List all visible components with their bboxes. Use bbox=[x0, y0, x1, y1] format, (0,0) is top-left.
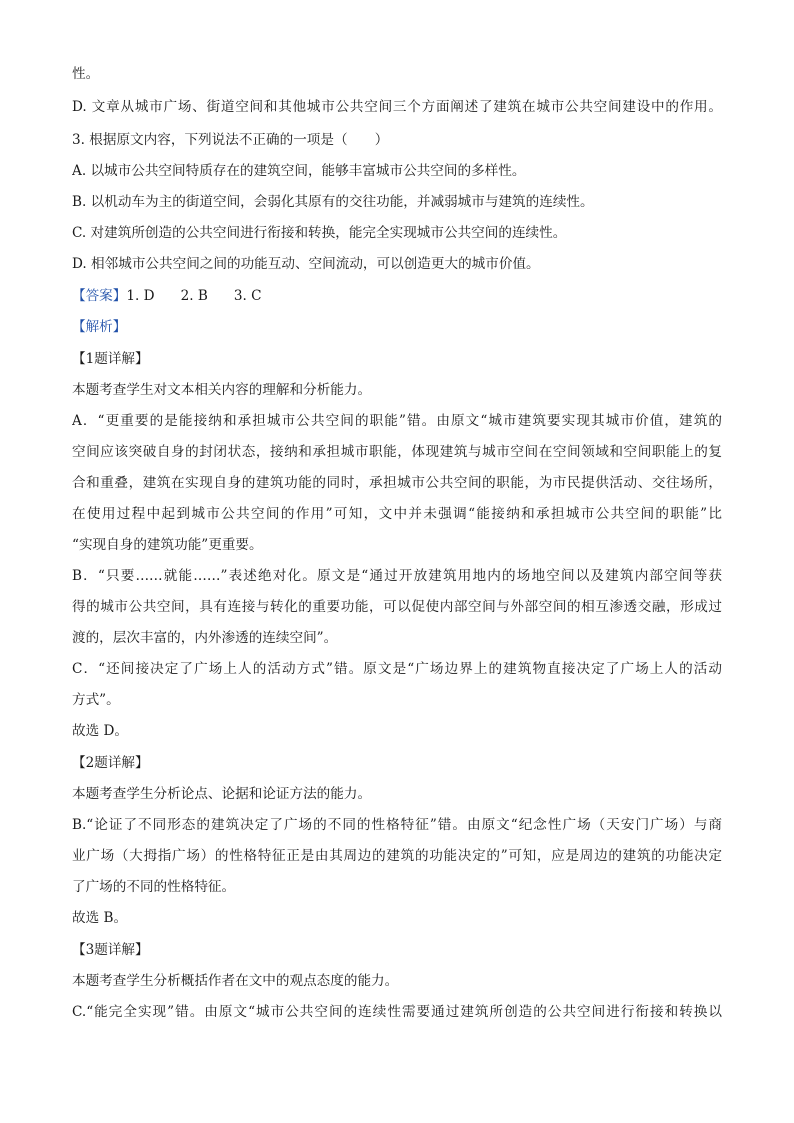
option-b-q3: B. 以机动车为主的街道空间，会弱化其原有的交往功能，并减弱城市与建筑的连续性。 bbox=[72, 194, 594, 210]
q1-line: 本题考查学生对文本相关内容的理解和分析能力。 bbox=[72, 382, 372, 398]
option-d-q2: D. 文章从城市广场、街道空间和其他城市公共空间三个方面阐述了建筑在城市公共空间建设中的作用。 bbox=[72, 99, 722, 115]
option-c-q3: C. 对建筑所创造的公共空间进行衔接和转换，能完全实现城市公共空间的连续性。 bbox=[72, 225, 567, 241]
q1-line: 在使用过程中起到城市公共空间的作用”可知，文中并未强调“能接纳和承担城市公共空间的职能”比 bbox=[72, 506, 722, 522]
q2-line: 了广场的不同的性格特征。 bbox=[72, 879, 236, 895]
q1-line: C．“还间接决定了广场上人的活动方式”错。原文是“广场边界上的建筑物直接决定了广场上人的活动 bbox=[72, 661, 722, 677]
text-line: 性。 bbox=[72, 66, 100, 82]
q3-line: 本题考查学生分析概括作者在文中的观点态度的能力。 bbox=[72, 973, 399, 989]
option-d-q3: D. 相邻城市公共空间之间的功能互动、空间流动，可以创造更大的城市价值。 bbox=[72, 256, 540, 272]
q1-line: “实现自身的建筑功能”更重要。 bbox=[72, 537, 263, 553]
q1-line: 合和重叠，建筑在实现自身的建筑功能的同时，承担城市公共空间的职能，为市民提供活动、交往场所， bbox=[72, 475, 722, 491]
q1-line: 渡的，层次丰富的，内外渗透的连续空间”。 bbox=[72, 630, 338, 646]
answer-label: 【答案】 bbox=[72, 288, 127, 304]
q1-line: 方式”。 bbox=[72, 692, 120, 708]
q2-line: 业广场（大拇指广场）的性格特征正是由其周边的建筑的功能决定的”可知，应是周边的建筑的功能决定 bbox=[72, 848, 722, 864]
q2-conclusion: 故选 B。 bbox=[72, 910, 128, 926]
question-3-stem: 3. 根据原文内容，下列说法不正确的一项是（ ） bbox=[72, 132, 389, 148]
q1-line: 得的城市公共空间，具有连接与转化的重要功能，可以促使内部空间与外部空间的相互渗透交融，形成过 bbox=[72, 599, 722, 615]
q3-header: 【3题详解】 bbox=[72, 942, 149, 958]
answer-row bbox=[72, 286, 722, 306]
q1-line: 空间应该突破自身的封闭状态，接纳和承担城市职能，体现建筑与城市空间在空间领域和空间职能上的复 bbox=[72, 444, 722, 460]
q2-header: 【2题详解】 bbox=[72, 755, 149, 771]
q1-line: A．“更重要的是能接纳和承担城市公共空间的职能”错。由原文“城市建筑要实现其城市价值，建筑的 bbox=[72, 413, 722, 429]
analysis-label: 【解析】 bbox=[72, 319, 127, 335]
q1-conclusion: 故选 D。 bbox=[72, 723, 129, 739]
answer-item-1: 1. D bbox=[126, 288, 155, 304]
q2-line: 本题考查学生分析论点、论据和论证方法的能力。 bbox=[72, 786, 372, 802]
q2-line: B.“论证了不同形态的建筑决定了广场的不同的性格特征”错。由原文“纪念性广场（天安门广场）与商 bbox=[72, 817, 722, 833]
option-a-q3: A. 以城市公共空间特质存在的建筑空间，能够丰富城市公共空间的多样性。 bbox=[72, 163, 526, 179]
answer-item-2: 2. B bbox=[180, 288, 208, 304]
q1-header: 【1题详解】 bbox=[72, 351, 149, 367]
q3-line: C.“能完全实现”错。由原文“城市公共空间的连续性需要通过建筑所创造的公共空间进行衔接和转换以 bbox=[72, 1004, 722, 1020]
q1-line: B．“只要……就能……”表述绝对化。原文是“通过开放建筑用地内的场地空间以及建筑内部空间等获 bbox=[72, 568, 722, 584]
answer-item-3: 3. C bbox=[233, 288, 262, 304]
